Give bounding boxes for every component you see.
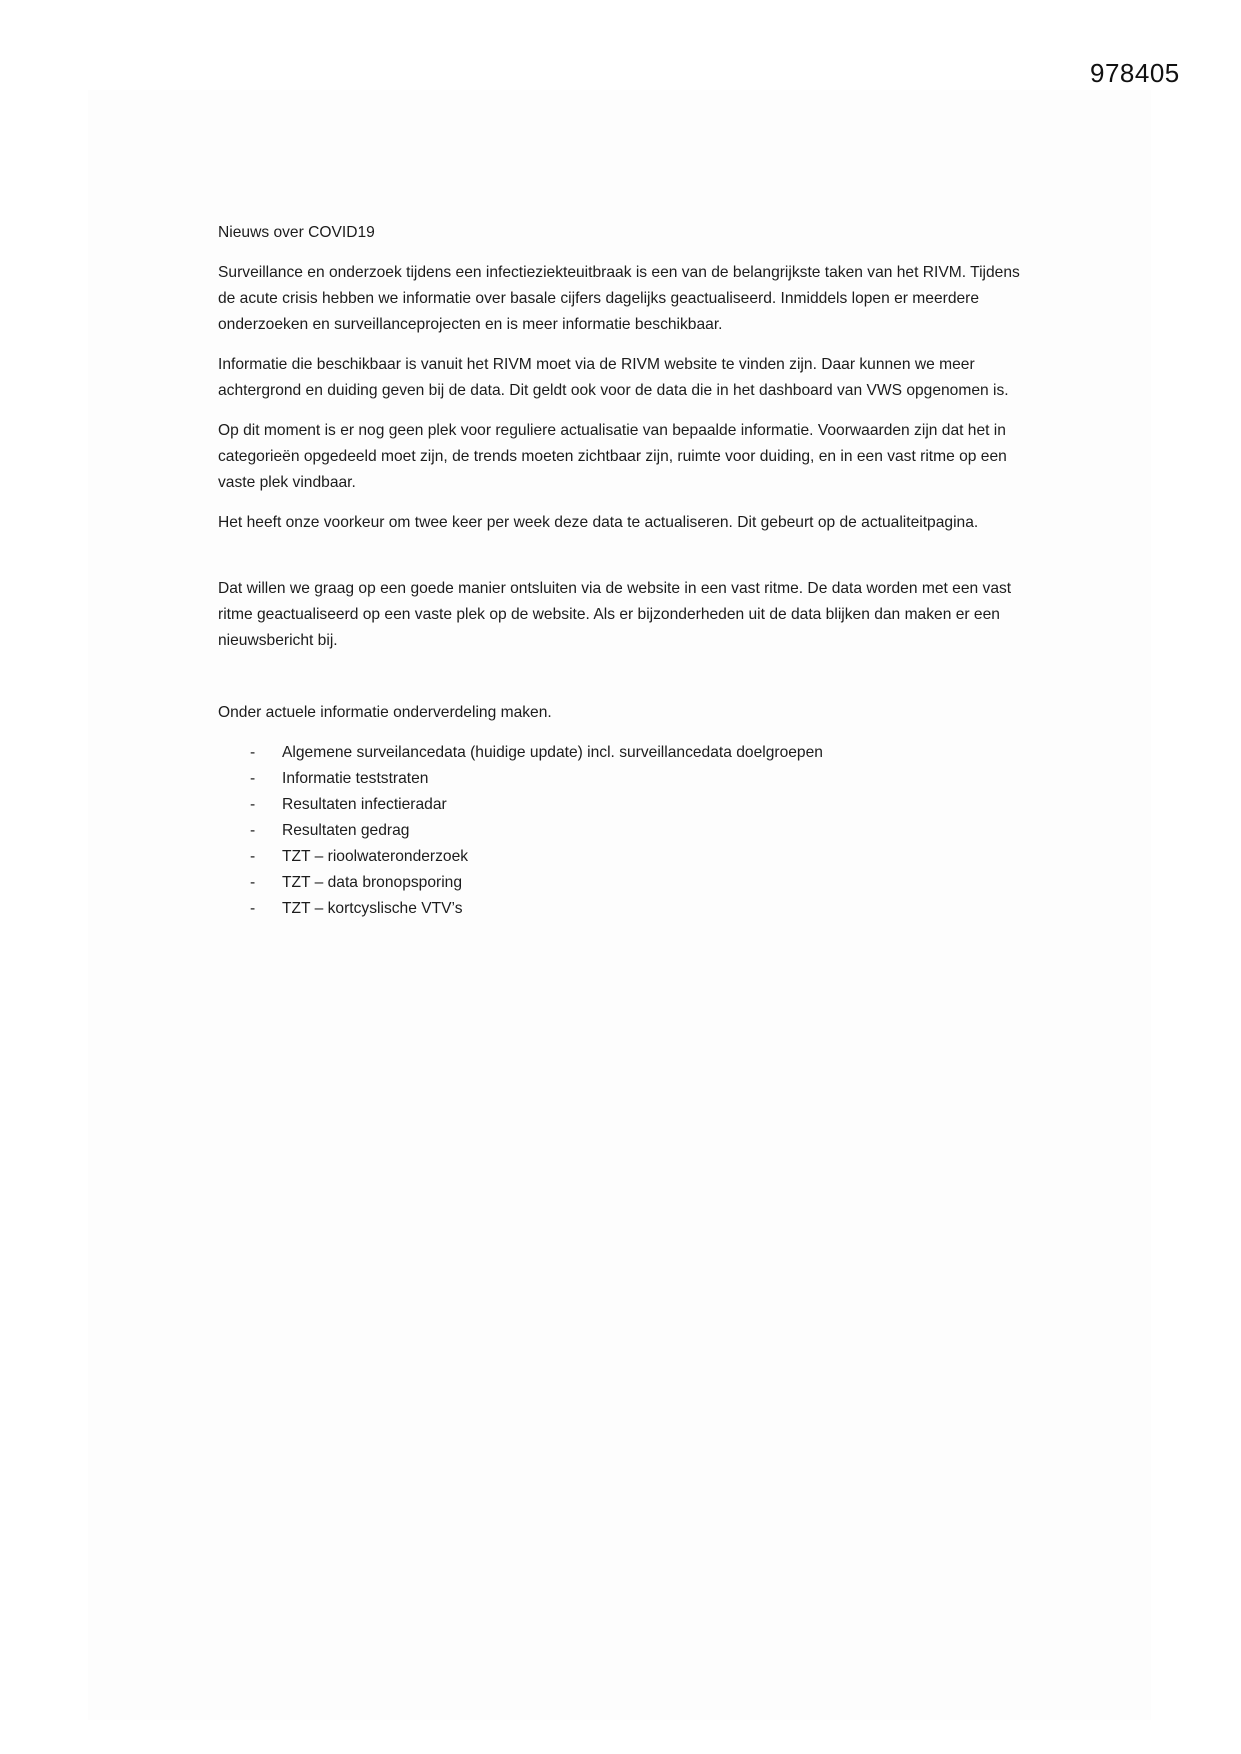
dash-bullet-icon: -	[250, 744, 256, 761]
list-item	[218, 792, 1038, 818]
list-item	[218, 766, 1038, 792]
subdivision-list	[218, 740, 1038, 922]
paragraph-conditions: Op dit moment is er nog geen plek voor reguliere actualisatie van bepaalde informatie. Voorwaarden zijn dat het in categorieën opgedeeld moet zijn, de trends moeten zichtbaar zijn, ruimte voor duiding, en in een vast ritme op een vaste plek vindbaar.	[218, 422, 1007, 491]
list-item-text: TZT – rioolwateronderzoek	[282, 848, 469, 865]
list-item-text: Informatie teststraten	[282, 770, 429, 787]
document-body	[218, 220, 1038, 922]
list-item-text: TZT – data bronopsporing	[282, 874, 463, 891]
list-item-text: TZT – kortcyslische VTV’s	[282, 900, 463, 917]
list-item-text: Resultaten infectieradar	[282, 796, 447, 813]
list-item	[218, 740, 1038, 766]
dash-bullet-icon: -	[250, 796, 256, 813]
paragraph-preference: Het heeft onze voorkeur om twee keer per week deze data te actualiseren. Dit gebeurt op de actualiteitpagina.	[218, 514, 979, 531]
dash-bullet-icon: -	[250, 874, 256, 891]
dash-bullet-icon: -	[250, 848, 256, 865]
paragraph-subdivision-intro: Onder actuele informatie onderverdeling maken.	[218, 704, 552, 721]
paragraph-surveillance: Surveillance en onderzoek tijdens een infectieziekteuitbraak is een van de belangrijkste taken van het RIVM. Tijdens de acute crisis hebben we informatie over basale cijfers dagelijks geactualiseerd. Inmiddels lopen er meerdere onderzoeken en surveillanceprojecten en is meer informatie beschikbaar.	[218, 264, 1020, 333]
list-item-text: Resultaten gedrag	[282, 822, 410, 839]
document-title: Nieuws over COVID19	[218, 224, 375, 241]
list-item	[218, 844, 1038, 870]
dash-bullet-icon: -	[250, 822, 256, 839]
list-item	[218, 870, 1038, 896]
document-id-number: 978405	[1090, 58, 1180, 88]
paragraph-publish-rhythm: Dat willen we graag op een goede manier ontsluiten via de website in een vast ritme. De data worden met een vast ritme geactualiseerd op een vaste plek op de website. Als er bijzonderheden uit de data blijken dan maken er een nieuwsbericht bij.	[218, 580, 1012, 649]
list-item	[218, 896, 1038, 922]
dash-bullet-icon: -	[250, 900, 256, 917]
list-item	[218, 818, 1038, 844]
list-item-text: Algemene surveilancedata (huidige update) incl. surveillancedata doelgroepen	[282, 744, 823, 761]
dash-bullet-icon: -	[250, 770, 256, 787]
paragraph-website-info: Informatie die beschikbaar is vanuit het RIVM moet via de RIVM website te vinden zijn. Daar kunnen we meer achtergrond en duiding geven bij de data. Dit geldt ook voor de data die in het dashboard van VWS opgenomen is.	[218, 356, 1009, 399]
